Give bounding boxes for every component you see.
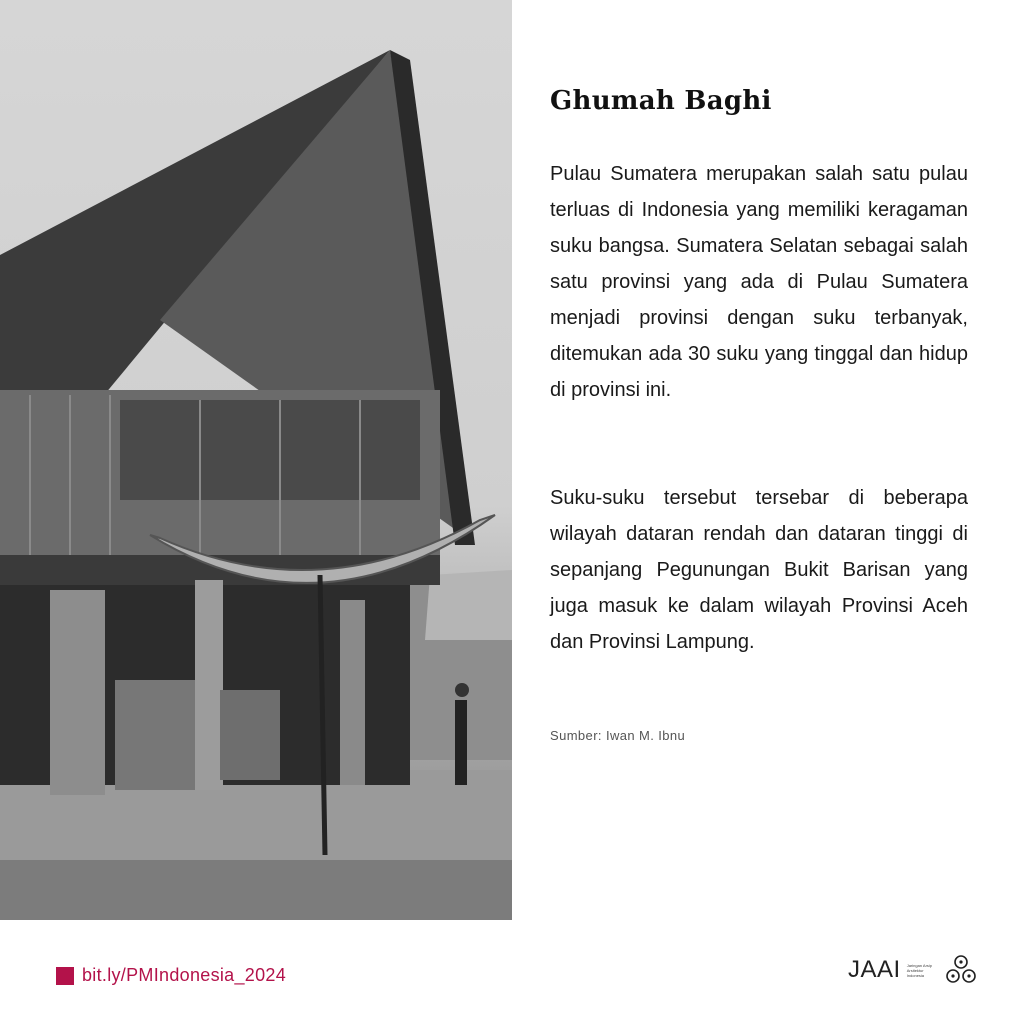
- traditional-house-photo-icon: [0, 0, 512, 920]
- footer-link-text[interactable]: bit.ly/PMIndonesia_2024: [82, 965, 287, 985]
- article-paragraph-2: Suku-suku tersebut tersebar di beberapa wilayah dataran rendah dan dataran tinggi di sepanjang Pegunungan Bukit Barisan yang juga masuk ke dalam wilayah Provinsi Aceh dan Provinsi Lampung.: [550, 487, 968, 653]
- logo-subtitle: Jaringan Arsip Arsitektur Indonesia: [906, 962, 933, 978]
- article-paragraph-1: Pulau Sumatera merupakan salah satu pulau terluas di Indonesia yang memiliki keragaman suku bangsa. Sumatera Selatan sebagai salah satu provinsi yang ada di Pulau Sumatera menjadi provinsi dengan suku terbanyak, ditemukan ada 30 suku yang tinggal dan hidup di provinsi ini.: [550, 163, 968, 401]
- jaai-logo: [848, 950, 979, 990]
- footer-link[interactable]: [56, 965, 286, 986]
- house-photo: [0, 0, 512, 920]
- source-credit: Sumber: Iwan M. Ibnu: [550, 728, 686, 743]
- article-title: Ghumah Baghi: [550, 86, 772, 116]
- triskelion-logo-icon: [943, 952, 979, 988]
- link-square-icon: [56, 967, 74, 985]
- logo-text: JAAI: [848, 956, 901, 983]
